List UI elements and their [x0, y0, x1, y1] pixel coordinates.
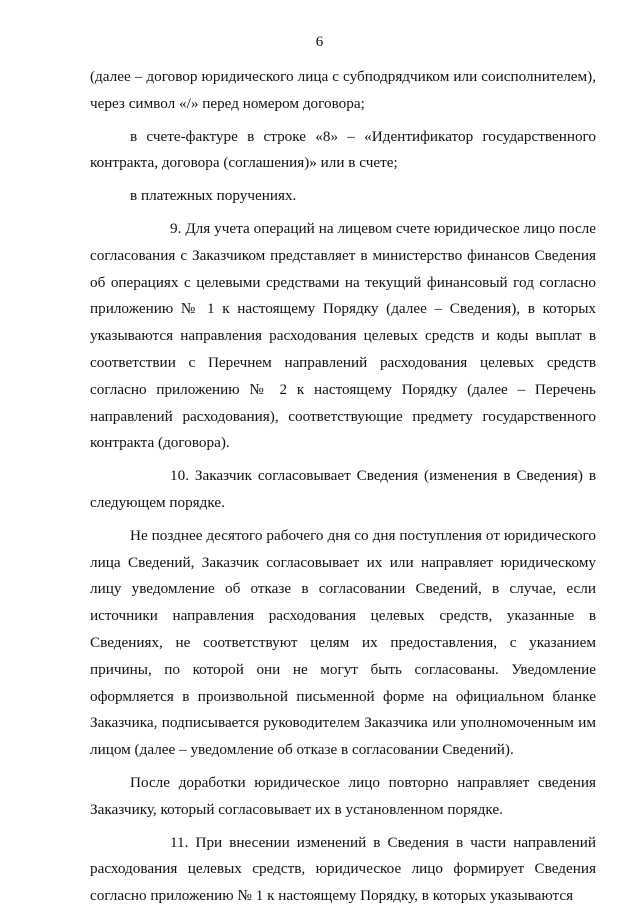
item-10-text: Заказчик согласовывает Сведения (изменения в Сведения) в следующем порядке.	[90, 467, 597, 511]
paragraph-continuation: (далее – договор юридического лица с субподрядчиком или соисполнителем), через символ «/» перед номером договора;	[90, 68, 596, 112]
item-number-9: 9.	[170, 219, 182, 237]
paragraph-invoice: в счете-фактуре в строке «8» – «Идентификатор государственного контракта, договора (соглашения)» или в счете;	[90, 127, 596, 172]
item-number-11: 11.	[170, 833, 189, 851]
document-body	[90, 64, 596, 910]
paragraph-payment-orders: в платежных поручениях.	[130, 187, 297, 205]
item-9-text: Для учета операций на лицевом счете юридическое лицо после согласования с Заказчиком представляет в министерство финансов Сведения об операциях с целевыми средствами на текущий финансовый год согласно приложению № 1 к настоящему Порядку (далее – Сведения), в которых указываются направления расходования целевых средств и коды выплат в соответствии с Перечнем направлений расходования целевых средств согласно приложению № 2 к настоящему Порядку (далее – Перечень направлений расходования), соответствующие предмету государственного контракта (договора).	[90, 219, 597, 452]
paragraph-item-11	[90, 830, 596, 910]
paragraph-item-9	[90, 216, 596, 457]
paragraph-resubmission: После доработки юридическое лицо повторно направляет сведения Заказчику, который согласовывает их в установленном порядке.	[90, 773, 596, 818]
item-number-10: 10.	[170, 467, 189, 485]
paragraph-deadline: Не позднее десятого рабочего дня со дня поступления от юридического лица Сведений, Заказчик согласовывает их или направляет юридическому лицу уведомление об отказе в согласовании Сведений, в случае, если источники направления расходования целевых средств, указанные в Сведениях, не соответствуют целям их предоставления, с указанием причины, по которой они не могут быть согласованы. Уведомление оформляется в произвольной письменной форме на официальном бланке Заказчика, подписывается руководителем Заказчика или уполномоченным им лицом (далее – уведомление об отказе в согласовании Сведений).	[90, 526, 596, 759]
paragraph-item-10	[90, 463, 596, 517]
page-number: 6	[315, 34, 324, 50]
item-11-text: При внесении изменений в Сведения в части направлений расходования целевых средств, юридическое лицо формирует Сведения согласно приложению № 1 к настоящему Порядку, в которых указываются	[90, 833, 597, 905]
